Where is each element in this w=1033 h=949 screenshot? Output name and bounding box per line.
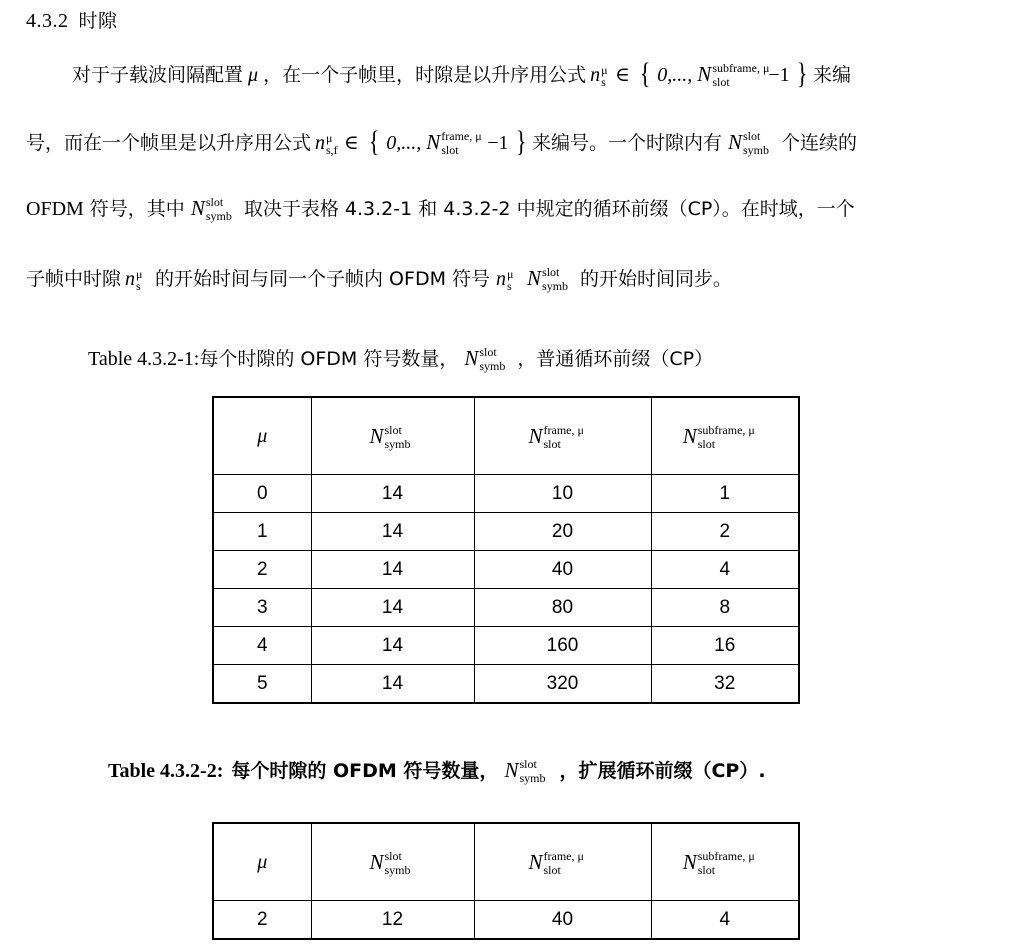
table-row [213,665,799,704]
cell-nframe: 20 [474,513,651,551]
element-of-symbol: ∈ [615,64,630,86]
table1-caption [88,344,713,371]
header-N-symb-sup: slot [384,422,402,437]
N-superscript-cap2: slot [519,757,537,771]
n-symbol-3: n [125,268,136,290]
cell-nsubframe: 8 [651,589,799,627]
header2-N-subframe-sup: subframe, μ [697,848,755,863]
line3-text-a: OFDM [26,198,84,220]
cell-nframe: 80 [474,589,651,627]
line1-text-c: 来编 [813,64,852,86]
cell-mu: 1 [213,513,311,551]
N-symbol: N [697,62,712,86]
line2-formula-frame [311,125,532,158]
cell-mu: 2 [213,901,311,940]
header2-N-symb-sub: symb [384,862,411,877]
n-symbol: n [590,64,601,86]
header-N-frame: N [528,423,543,448]
N-subscript: slot [712,75,730,89]
N-subscript-2: slot [441,143,459,157]
table2-caption-label: Table 4.3.2-2: [108,760,224,782]
table1-caption-nsymb [458,346,517,371]
brace-open-2: { [368,125,380,158]
cell-nsubframe: 1 [651,475,799,513]
n-subscript-4: s [507,279,512,293]
cell-nsymb: 14 [311,589,474,627]
line4-ns [121,267,155,293]
cell-mu: 2 [213,551,311,589]
n-symbol-4: n [496,268,507,290]
paragraph-line-1 [26,57,1033,90]
table2-header-nsymb [311,823,474,901]
cell-nframe: 40 [474,551,651,589]
table2-caption-text-b: ，扩展循环前缀（CP）. [559,760,766,782]
N-symbol-2: N [426,130,441,154]
header-N-symb: N [369,423,384,448]
line1-text-b: ，在一个子帧里，时隙是以升序用公式 [263,64,587,86]
header-N-subframe: N [682,423,697,448]
table-row [213,513,799,551]
N-subscript-cap2: symb [519,771,546,785]
n-superscript: μ [601,63,608,77]
table-row [213,551,799,589]
minus-one-2: −1 [487,132,509,154]
table2-caption-text-a: 每个时隙的 OFDM 符号数量， [231,760,499,782]
header2-N-frame-sup: frame, μ [543,848,584,863]
table2-header-nframe [474,823,651,901]
header-N-frame-sup: frame, μ [543,422,584,437]
line1-mu [243,65,263,85]
line2-text-a: 号，而在一个帧里是以升序用公式 [26,132,312,154]
cell-nsymb: 14 [311,551,474,589]
table1-header-mu [213,397,311,475]
table-row [213,901,799,940]
set-lower-bound-2: 0,..., [386,132,422,154]
n-subscript: s [601,75,606,89]
brace-open: { [639,57,651,90]
cell-mu: 4 [213,627,311,665]
paragraph-line-3 [26,195,1007,223]
table1-caption-text-b: ，普通循环前缀（CP） [517,348,714,370]
table-row [213,627,799,665]
table1-header-nsubframe [651,397,799,475]
header-N-symb-sub: symb [384,436,411,451]
cell-mu: 3 [213,589,311,627]
N-symbol-5: N [527,266,542,290]
line1-formula-subframe [586,57,813,90]
line4-text-a: 子帧中时隙 [26,268,122,290]
cell-nsymb: 14 [311,627,474,665]
table1-caption-text-a: 每个时隙的 OFDM 符号数量， [199,348,459,370]
cell-nsymb: 12 [311,901,474,940]
section-number: 4.3.2 [26,10,69,32]
N-superscript-3: slot [742,129,761,143]
N-subscript-5: symb [542,279,569,293]
table2-caption [108,756,766,783]
n-subscript-3: s [136,279,141,293]
line2-text-b: 来编号。一个时隙内有 [531,132,722,154]
section-title: 时隙 [78,10,118,32]
table2-header-row [213,823,799,901]
line2-text-c: 个连续的 [780,132,857,154]
table-row [213,589,799,627]
cell-nsubframe: 16 [651,627,799,665]
table2-header-mu [213,823,311,901]
N-symbol-cap1: N [464,346,479,370]
n-superscript-3: μ [136,267,143,281]
header2-N-frame: N [528,849,543,874]
line4-text-b: 的开始时间与同一个子帧内 OFDM 符号 [155,268,491,290]
line4-ns-nsymb [490,265,580,293]
header-N-subframe-sup: subframe, μ [697,422,755,437]
N-subscript-cap1: symb [479,359,506,373]
line2-nsymb [722,129,781,157]
cell-nsubframe: 4 [651,551,799,589]
header2-mu-symbol: μ [257,850,268,873]
cell-nsymb: 14 [311,513,474,551]
table-4-3-2-1 [212,396,800,704]
cell-nsubframe: 4 [651,901,799,940]
header-mu-symbol: μ [257,424,268,447]
table1-header-nsymb [311,397,474,475]
cell-nsubframe: 32 [651,665,799,704]
cell-nframe: 320 [474,665,651,704]
element-of-symbol-2: ∈ [344,132,359,154]
n-superscript-2: μ [326,131,333,145]
header2-N-frame-sub: slot [543,862,561,877]
header2-N-symb: N [369,849,384,874]
set-lower-bound: 0,..., [657,64,693,86]
minus-one: −1 [768,64,790,86]
line3-text-c: 取决于表格 4.3.2-1 和 4.3.2-2 中规定的循环前缀（CP）。在时域，一个 [243,198,855,220]
cell-nframe: 40 [474,901,651,940]
brace-close: } [796,57,808,90]
mu-symbol: μ [248,64,259,86]
N-symbol-4: N [190,196,205,220]
cell-nframe: 160 [474,627,651,665]
line3-text-b: 符号，其中 [89,198,185,220]
N-superscript-5: slot [542,265,560,279]
N-symbol-cap2: N [504,758,519,782]
N-superscript: subframe, μ [712,61,770,75]
table-row [213,475,799,513]
header2-N-symb-sup: slot [384,848,402,863]
n-symbol-2: n [315,132,326,154]
N-subscript-4: symb [205,209,232,223]
table-4-3-2-2 [212,822,800,940]
n-subscript-2: s,f [326,143,338,157]
line4-text-c: 的开始时间同步。 [580,268,733,290]
table2-caption-nsymb [498,758,559,783]
table1-header-row [213,397,799,475]
N-superscript-4: slot [205,195,224,209]
paragraph-line-2 [26,125,1007,158]
header-N-subframe-sub: slot [697,436,716,451]
N-subscript-3: symb [742,143,769,157]
header2-N-subframe-sub: slot [697,862,716,877]
cell-nsymb: 14 [311,475,474,513]
N-superscript-cap1: slot [479,345,497,359]
cell-nframe: 10 [474,475,651,513]
N-superscript-2: frame, μ [441,129,482,143]
header-N-frame-sub: slot [543,436,561,451]
header2-N-subframe: N [682,849,697,874]
line3-nsymb [185,195,244,223]
line1-text-a: 对于子载波间隔配置 [72,64,244,86]
cell-nsubframe: 2 [651,513,799,551]
brace-close-2: } [515,125,527,158]
cell-mu: 0 [213,475,311,513]
table1-header-nframe [474,397,651,475]
cell-nsymb: 14 [311,665,474,704]
cell-mu: 5 [213,665,311,704]
table2-header-nsubframe [651,823,799,901]
N-symbol-3: N [727,130,742,154]
table1-caption-label: Table 4.3.2-1: [88,348,200,370]
section-heading [26,6,118,33]
n-superscript-4: μ [507,267,514,281]
paragraph-line-4 [26,265,1007,293]
